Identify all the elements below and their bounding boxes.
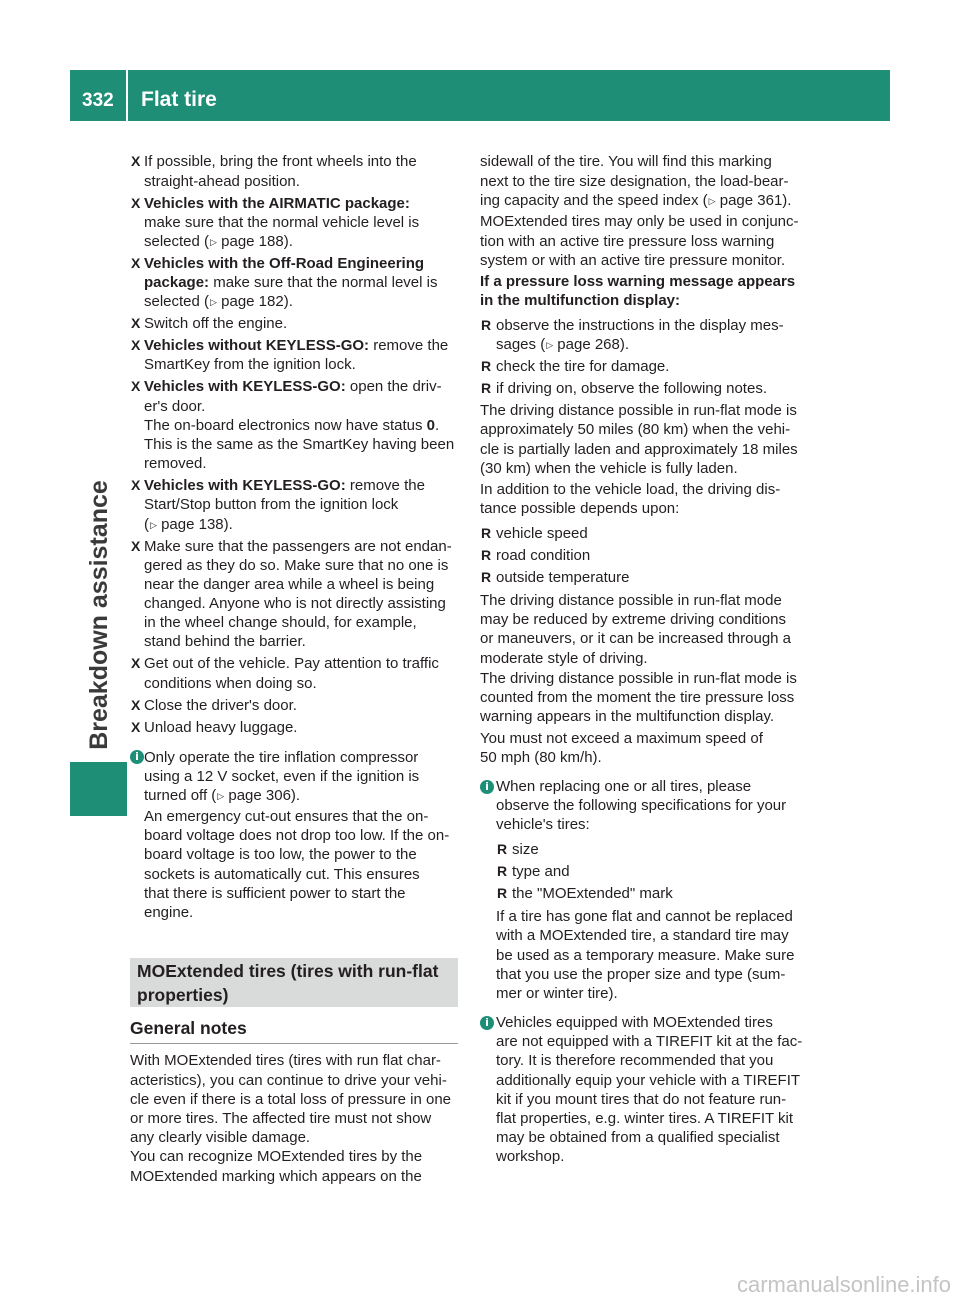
text-line: tion with an active tire pressure loss warning [480, 232, 775, 250]
sidebar-section-label: Breakdown assistance [85, 480, 113, 750]
text-segment: make sure that the normal level is [209, 274, 438, 292]
page-ref-icon: ▷ [150, 520, 157, 531]
text-line: engine. [144, 903, 194, 921]
page-reference: page 268). [553, 336, 630, 354]
text-line: or more tires. The affected tire must not show [130, 1109, 432, 1127]
text-line: When replacing one or all tires, please [496, 777, 752, 795]
page-header [70, 70, 890, 121]
bold-lead: Vehicles with the Off-Road Engineering [144, 254, 425, 272]
text-line: mer or winter tire). [496, 984, 618, 1002]
text-line: stand behind the barrier. [144, 633, 306, 651]
text-line: sidewall of the tire. You will find this marking [480, 153, 772, 171]
text-segment: The on-board electronics now have status [144, 416, 427, 434]
text-segment: selected ( [144, 232, 210, 250]
text-line: or maneuvers, or it can be increased through a [480, 630, 792, 648]
step-marker-icon: X [131, 537, 141, 554]
list-item [480, 357, 814, 376]
paragraph [480, 212, 814, 270]
step-item [130, 314, 460, 333]
watermark: carmanualsonline.info [737, 1272, 952, 1297]
text-line [144, 273, 460, 292]
text-line: The driving distance possible in run-flat mode is [480, 670, 797, 687]
text-line: Unload heavy luggage. [144, 718, 298, 736]
page-reference: page 188). [216, 232, 293, 250]
list-item [480, 379, 814, 398]
text-line: Switch off the engine. [144, 315, 288, 333]
info-icon: i [480, 1016, 494, 1030]
text-line [144, 232, 460, 251]
text-line: may be obtained from a qualified specialist [496, 1129, 780, 1147]
list-item [496, 884, 814, 903]
page-reference: page 138). [156, 515, 233, 533]
subheading-general-notes: General notes [130, 1018, 247, 1038]
text-line [496, 335, 814, 354]
step-item [130, 152, 460, 190]
page-reference: page 306). [224, 787, 301, 805]
text-line: SmartKey from the ignition lock. [144, 356, 356, 374]
page-ref-icon: ▷ [708, 196, 716, 207]
text-segment: sages ( [496, 336, 546, 354]
bullet-icon: R [497, 885, 508, 902]
text-line: approximately 50 miles (80 km) when the vehi- [480, 421, 791, 439]
bullet-icon: R [481, 525, 492, 542]
step-item [130, 336, 460, 374]
text-line: gered as they do so. Make sure that no one is [144, 556, 449, 574]
section-heading-box [130, 958, 458, 1007]
text-line: workshop. [496, 1148, 565, 1166]
text-line: (30 km) when the vehicle is fully laden. [480, 459, 738, 477]
paragraph [480, 480, 814, 518]
bold-lead: Vehicles with KEYLESS-GO: [144, 378, 346, 396]
bullet-icon: R [481, 358, 492, 375]
text-segment: selected ( [144, 293, 210, 311]
list-item [480, 316, 814, 354]
text-line: counted from the moment the tire pressure loss [480, 689, 795, 707]
text-line: that there is sufficient power to start the [144, 884, 406, 902]
text-line: In addition to the vehicle load, the driving dis- [480, 481, 781, 499]
text-line: warning appears in the multifunction display. [480, 708, 775, 726]
paragraph [480, 729, 814, 767]
step-marker-icon: X [131, 718, 141, 735]
text-line: in the wheel change should, for example, [144, 614, 417, 632]
text-segment: open the driv- [345, 378, 442, 396]
text-line: additionally equip your vehicle with a TIREFIT [496, 1071, 801, 1089]
text-line [144, 786, 460, 805]
step-marker-icon: X [131, 655, 141, 672]
page-ref-icon: ▷ [210, 237, 217, 248]
step-item [130, 696, 460, 715]
info-icon: i [130, 750, 144, 764]
text-segment: remove the [345, 477, 425, 495]
text-line [144, 476, 460, 495]
step-marker-icon: X [131, 696, 141, 713]
step-marker-icon: X [131, 153, 141, 170]
text-line: Start/Stop button from the ignition lock [144, 496, 399, 514]
text-line: in the multifunction display: [480, 292, 680, 310]
text-segment: turned off ( [144, 787, 217, 805]
bold-lead: package: [144, 274, 210, 292]
text-line: with a MOExtended tire, a standard tire may [496, 927, 789, 945]
text-line: If a tire has gone flat and cannot be replaced [496, 908, 793, 926]
text-line: board voltage does not drop too low. If the on- [144, 827, 450, 845]
text-line: You can recognize MOExtended tires by the [130, 1148, 423, 1166]
step-marker-icon: X [131, 378, 141, 395]
info-note [480, 1013, 814, 1167]
note-paragraph [496, 907, 814, 1003]
text-line: next to the tire size designation, the load-bear- [480, 172, 789, 190]
text-line: With MOExtended tires (tires with run flat char- [130, 1052, 441, 1070]
text-line: outside temperature [496, 569, 630, 587]
text-segment: . [435, 416, 440, 434]
text-line: MOExtended marking which appears on the [130, 1167, 422, 1185]
list-item [480, 568, 814, 587]
text-line: changed. Anyone who is not directly assisting [144, 595, 446, 613]
text-segment: ing capacity and the speed index ( [480, 191, 708, 209]
text-line: moderate style of driving. [480, 649, 648, 667]
text-line [144, 515, 460, 534]
section-heading-line: MOExtended tires (tires with run-flat [137, 961, 439, 981]
text-line: flat properties, e.g. winter tires. A TIREFIT kit [496, 1109, 794, 1127]
bullet-icon: R [497, 863, 508, 880]
text-line: er's door. [144, 397, 206, 415]
text-line: Close the driver's door. [144, 696, 297, 714]
text-line [144, 292, 460, 311]
text-line: if driving on, observe the following notes. [496, 380, 767, 398]
page-number: 332 [82, 90, 114, 111]
text-line: using a 12 V socket, even if the ignition is [144, 767, 420, 785]
bullet-icon: R [481, 317, 492, 334]
text-line: You must not exceed a maximum speed of [480, 729, 763, 747]
text-line: system or with an active tire pressure monitor. [480, 251, 786, 269]
text-line: This is the same as the SmartKey having been [144, 436, 455, 453]
text-line: removed. [144, 455, 207, 473]
left-column [130, 152, 460, 922]
step-item [130, 194, 460, 252]
text-line: vehicle speed [496, 525, 588, 543]
text-line: observe the following specifications for your [496, 797, 787, 815]
note-paragraph [144, 807, 460, 922]
paragraph [480, 401, 814, 478]
general-notes-body [130, 1051, 460, 1185]
paragraph [480, 591, 814, 668]
text-line: road condition [496, 547, 591, 565]
paragraph [130, 1051, 460, 1147]
text-line: near the danger area while a wheel is being [144, 575, 435, 593]
bold-lead: Vehicles with KEYLESS-GO: [144, 477, 346, 495]
text-line: kit if you mount tires that do not feature run- [496, 1090, 787, 1108]
text-line: make sure that the normal vehicle level is [144, 213, 420, 231]
text-line [144, 377, 460, 396]
step-marker-icon: X [131, 315, 141, 332]
sidebar-section-marker [70, 762, 127, 816]
bullet-icon: R [497, 841, 508, 858]
list-item [480, 546, 814, 565]
text-line [144, 254, 460, 273]
bullet-icon: R [481, 569, 492, 586]
bold-lead: Vehicles without KEYLESS-GO: [144, 337, 370, 355]
text-line: any clearly visible damage. [130, 1129, 311, 1147]
text-line: Make sure that the passengers are not endan- [144, 537, 452, 555]
status-value: 0 [426, 416, 435, 434]
text-line: tory. It is therefore recommended that you [496, 1052, 774, 1070]
paragraph [480, 669, 814, 727]
text-line: may be reduced by extreme driving conditions [480, 611, 786, 629]
step-item [130, 476, 460, 534]
text-line: If a pressure loss warning message appears [480, 273, 796, 291]
text-line: The driving distance possible in run-flat mode is [480, 402, 797, 420]
section-heading-line: properties) [137, 985, 229, 1005]
page-reference: page 361). [715, 191, 792, 209]
paragraph [130, 1147, 460, 1185]
info-note [130, 748, 460, 922]
paragraph [480, 152, 814, 210]
text-line: the "MOExtended" mark [512, 885, 673, 903]
text-line: observe the instructions in the display mes- [496, 317, 784, 335]
info-icon: i [480, 780, 494, 794]
text-segment: remove the [369, 337, 449, 355]
list-item [496, 840, 814, 859]
text-line: size [512, 841, 539, 859]
page-ref-icon: ▷ [546, 341, 554, 352]
step-marker-icon: X [131, 477, 141, 494]
bullet-icon: R [481, 547, 492, 564]
step-item [130, 377, 460, 473]
text-line: 50 mph (80 km/h). [480, 749, 602, 767]
step-marker-icon: X [131, 337, 141, 354]
step-item [130, 537, 460, 652]
right-column [480, 152, 814, 1166]
text-segment: ( [144, 515, 149, 533]
text-line: conditions when doing so. [144, 674, 317, 692]
bold-lead: Vehicles with the AIRMATIC package: [144, 194, 410, 212]
page-reference: page 182). [216, 293, 293, 311]
step-marker-icon: X [131, 254, 141, 271]
text-line: straight-ahead position. [144, 172, 300, 190]
text-line: Vehicles equipped with MOExtended tires [496, 1013, 773, 1031]
text-line: are not equipped with a TIREFIT kit at the fac- [496, 1033, 803, 1051]
text-line [144, 336, 460, 355]
text-line: sockets is automatically cut. This ensures [144, 865, 420, 883]
text-line: vehicle's tires: [496, 816, 590, 834]
text-line: MOExtended tires may only be used in conjunc- [480, 213, 799, 231]
text-line: check the tire for damage. [496, 358, 670, 376]
text-line: Get out of the vehicle. Pay attention to traffic [144, 655, 439, 673]
page-title: Flat tire [141, 88, 217, 111]
note-paragraph [144, 748, 460, 806]
text-line: that you use the proper size and type (sum- [496, 965, 786, 983]
header-divider [126, 70, 128, 121]
text-line: board voltage is too low, the power to the [144, 846, 417, 864]
page-ref-icon: ▷ [217, 792, 225, 803]
text-line: cle even if there is a total loss of pressure in one [130, 1090, 452, 1108]
step-marker-icon: X [131, 194, 141, 211]
text-line: An emergency cut-out ensures that the on- [144, 807, 429, 825]
text-line [480, 191, 814, 210]
list-item [496, 862, 814, 881]
text-line: tance possible depends upon: [480, 500, 680, 518]
page-ref-icon: ▷ [210, 298, 217, 309]
text-line: The driving distance possible in run-flat mode [480, 592, 782, 610]
text-line: If possible, bring the front wheels into the [144, 153, 417, 171]
text-line: Only operate the tire inflation compressor [144, 748, 419, 766]
list-item [480, 524, 814, 543]
text-line: acteristics), you can continue to drive your vehi- [130, 1071, 447, 1089]
bullet-icon: R [481, 380, 492, 397]
step-item [130, 254, 460, 312]
info-note [480, 777, 814, 1003]
text-line [144, 194, 460, 213]
text-line: be used as a temporary measure. Make sure [496, 946, 795, 964]
text-line: type and [512, 863, 570, 881]
step-item [130, 654, 460, 692]
subheading-rule [130, 1043, 458, 1044]
text-line: cle is partially laden and approximately 18 miles [480, 440, 798, 458]
bold-heading [480, 272, 814, 310]
text-line [144, 416, 460, 435]
step-item [130, 718, 460, 737]
